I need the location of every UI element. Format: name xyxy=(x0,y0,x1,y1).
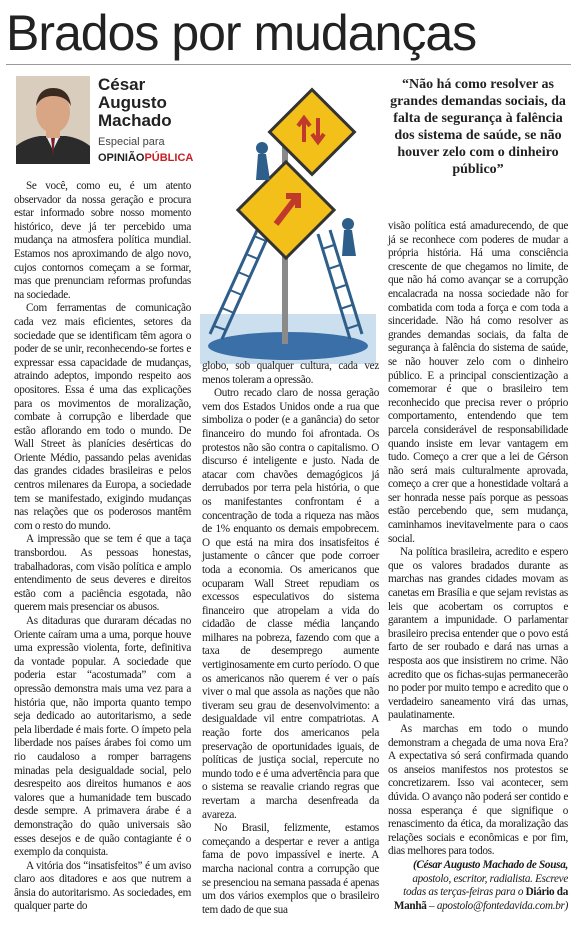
author-byline xyxy=(98,76,198,164)
signature-newspaper: Diário da Manhã xyxy=(393,886,568,912)
column-brand xyxy=(98,152,198,164)
column-3 xyxy=(388,220,568,913)
especial-para-label: Especial para xyxy=(98,136,165,148)
col1-paragraph-2: Com ferramentas de comunicação cada vez mais eficientes, setores da sociedade que se identificam têm agora o poder de se unir, reconhecendo-se fortes e expressar essa capacidade de mudanças, atraindo adeptos, impondo respeito aos opositores. Essa é uma das explicações para os movimentos de moralização, combate à corrupção e liberdade que estão aflorando em todo o mundo. De Wall Street às planícies desérticas do Oriente Médio, passando pelas avenidas das grandes cidades brasileiras e pelos centros milenares da Europa, a sociedade tem se manifestado, exigindo mudanças nas relações que os poderosos mantêm com o resto do mundo. xyxy=(14,302,191,532)
pull-quote: “Não há como resolver as grandes demandas sociais, da falta de segurança à falência dos sistema de saúde, se não houver zelo com o dinheiro público” xyxy=(390,77,566,177)
author-name-line-2: Augusto xyxy=(98,93,167,112)
headline-rule xyxy=(6,64,571,65)
illustration xyxy=(200,84,376,364)
signature-text: apostolo, escritor, radialista. Escreve todas as terças-feiras para o xyxy=(403,872,568,899)
author-signature xyxy=(388,859,568,913)
author-name-line-3: Machado xyxy=(98,111,172,130)
author-name-line-1: César xyxy=(98,75,146,94)
signature-name: (César Augusto Machado de Sousa, xyxy=(412,858,568,871)
column-1 xyxy=(14,180,191,914)
col3-continuation: visão política está amadurecendo, de que já se reconhece com poderes de mudar a própria história. Há uma consciência crescente de que chegamos no limite, de que não há como avançar se a corrupção encalacrada na nossa sociedade não for combatida com toda a força e com toda a sinceridade. Não há como resolver as grandes demandas sociais, da falta de segurança à falência do sistema de saúde, se não houver zelo com o dinheiro público. E a principal conscientização a comemorar é que o brasileiro tem reconhecido que precisa rever o próprio comportamento, entendendo que tem parcela considerável de responsabilidade quando insiste em levar vantagem em tudo. Começo a crer que a lei de Gérson não será mais culturalmente aprovada, começo a crer que a honestidade voltará a ser honrada nesse país porque as pessoas estão percebendo que, sem mudança, caminhamos inevitavelmente para o caos social. xyxy=(388,220,568,545)
signature-email: – apostolo@fontedavida.com.br) xyxy=(429,899,568,912)
author-portrait-icon xyxy=(16,76,90,164)
col1-paragraph-5: A vitória dos “insatisfeitos” é um aviso claro aos ditadores e aos que nutrem a ânsia do autoritarismo. As sociedades, em qualquer parte do xyxy=(14,859,191,913)
col1-paragraph-3: A impressão que se tem é que a taça transbordou. As pessoas honestas, trabalhadoras, com visão política e amplo entendimento de seus deveres e direitos estão com a paciência esgotada, não querem mais presenciar os abusos. xyxy=(14,533,191,614)
col2-paragraph-1: Outro recado claro de nossa geração vem dos Estados Unidos onde a rua que simboliza o poder (e a ganância) do setor financeiro do mundo foi afrontada. Os protestos não são contra o capitalismo. O discurso é inteligente e justo. Nada de atacar com chavões demagógicos já derrubados por terra pela história, o que os manifestantes confrontam é a concentração de toda a riqueza nas mãos de 1% enquanto os demais empobrecem. O que está na mira dos insatisfeitos é justamente o câncer que pode corroer toda a economia. Os americanos que ocuparam Wall Street repudiam os excessos especulativos do sistema financeiro que atropelam a vida do cidadão de classe média lançando milhares na pobreza, fazendo com que a taxa de desemprego aumente vertiginosamente em curto período. O que os americanos não querem é ver o país viver o mal que assola as nações que não tiveram seu grau de desenvolvimento: a desigualdade vil entre compatriotas. A reação forte dos americanos pela preservação de oportunidades iguais, de políticas de justiça social, repercute no mundo todo e é uma advertência para que o sistema se reavalie criando regras que revertam a marcha desenfreada da avareza. xyxy=(202,387,379,821)
col3-paragraph-1: Na política brasileira, acredito e espero que os valores bradados durante as marchas nas grandes cidades movam as canetas em Brasília e que sejam revistas as leis que acobertam os corruptos e garantem a impunidade. O parlamentar brasileiro precisa entender que o povo está farto de ser roubado e dará nas urnas a resposta aos que insistirem no crime. Não acredito que os fichas-sujas permanecerão no poder por muito tempo e acredito que o verdadeiro saneamento virá das urnas, paulatinamente. xyxy=(388,546,568,722)
road-signs-ladders-illustration-icon xyxy=(200,84,376,364)
col2-continuation: globo, sob qualquer cultura, cada vez menos toleram a opressão. xyxy=(202,360,379,386)
col1-paragraph-1: Se você, como eu, é um atento observador da nossa geração e procura estar informado sobre nosso momento histórico, deve já ter percebido uma mudança na atmosfera política mundial. Estamos nos aproximando de algo novo, cujos contornos começam a se formar, mas que prenunciam reformas profundas na sociedade. xyxy=(14,180,191,301)
col3-paragraph-2: As marchas em todo o mundo demonstram a chegada de uma nova Era? A expectativa só será confirmada quando os anseios manifestos nos protestos se concretizarem. Isso vai acontecer, sem dúvida. O avanço não poderá ser contido e nossa esperança é que signifique o renascimento da ética, da moralização das relações sociais e econômicas e por fim, dias melhores para todos. xyxy=(388,722,568,858)
article-headline: Brados por mudanças xyxy=(6,5,477,61)
brand-part-2: PÚBLICA xyxy=(144,152,194,164)
column-2 xyxy=(202,360,379,917)
author-photo xyxy=(16,76,90,164)
col2-paragraph-2: No Brasil, felizmente, estamos começando a despertar e rever a antiga fama de povo impassível e inerte. A marcha nacional contra a corrupção que se presenciou na semana passada é apenas um dos vários exemplos que o brasileiro tem dado de que sua xyxy=(202,822,379,916)
col1-paragraph-4: As ditaduras que duraram décadas no Oriente caíram uma a uma, porque houve uma expressão violenta, forte, definitiva da vontade popular. A sociedade que poderia estar “acostumada” com a opressão demonstra mais uma vez para a história que, não importa quanto tempo seja dedicado ao autoritarismo, a sede pela liberdade é mais forte. O ímpeto pela liberdade nos países árabes foi como um rio caudaloso a romper barragens minadas pela desigualdade social, pelo desrespeito aos direitos humanos e aos valores que a humanidade tem buscado desde sempre. A primavera árabe é a demonstração do quão universais são esses desejos e de quão contagiante é o exemplo da conquista. xyxy=(14,615,191,859)
brand-part-1: OPINIÃO xyxy=(98,152,145,164)
